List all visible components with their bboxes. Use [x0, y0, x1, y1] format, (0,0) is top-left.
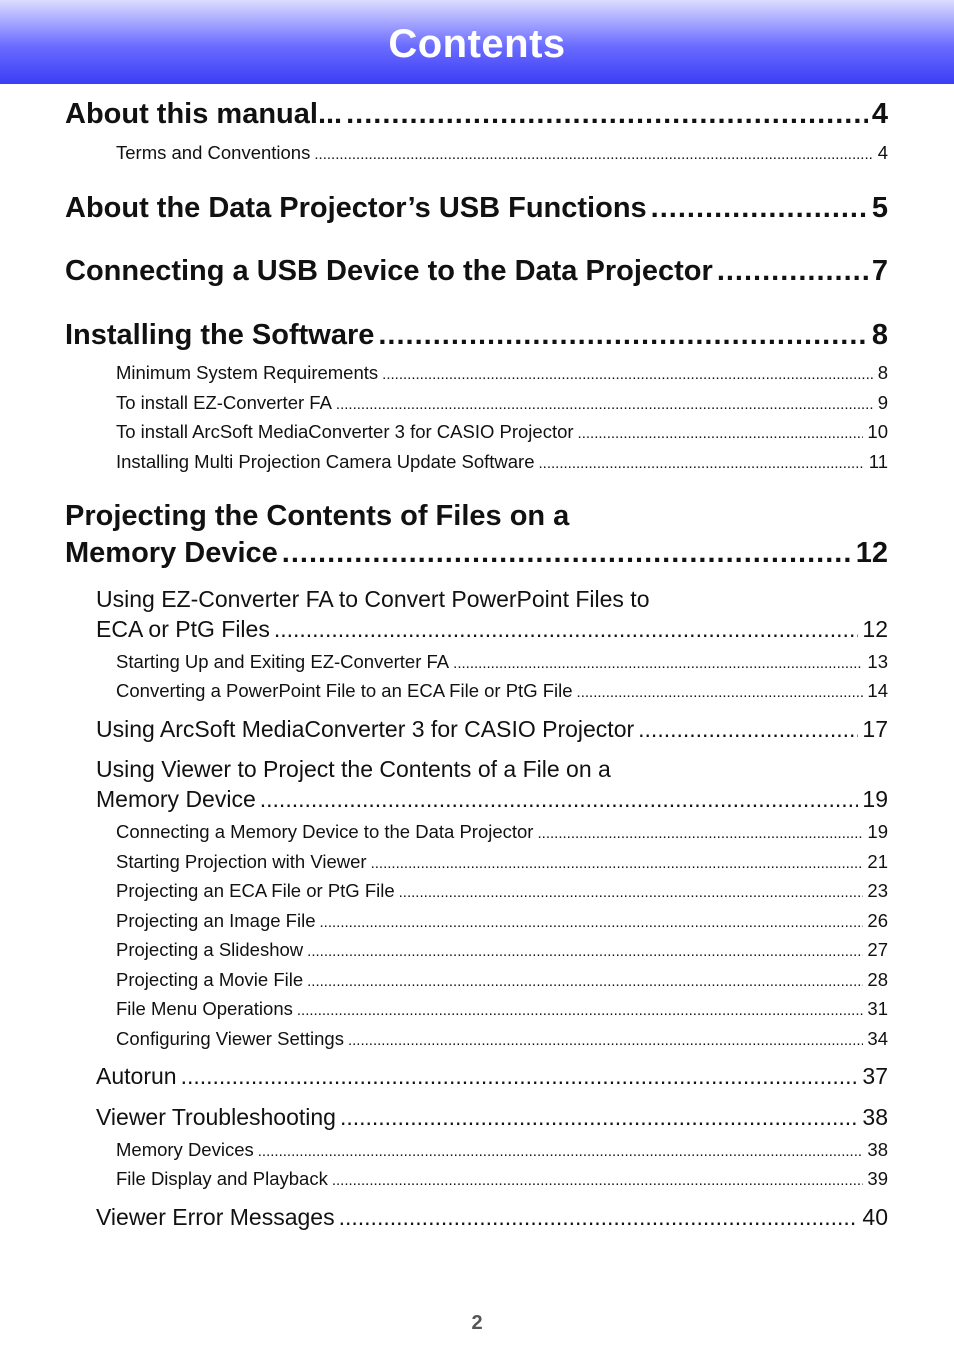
toc-entry-title: Memory Device [96, 786, 256, 812]
toc-entry-page: 38 [862, 1104, 888, 1130]
toc-entry-page: 7 [871, 255, 888, 287]
toc-entry-title: Connecting a USB Device to the Data Projector [65, 255, 713, 287]
toc-entry-page: 8 [877, 362, 888, 383]
toc-entry-title: Installing the Software [65, 319, 375, 351]
toc-entry-title: ECA or PtG Files [96, 616, 270, 642]
toc-entry-page: 39 [867, 1168, 888, 1189]
toc-entry-page: 40 [862, 1204, 888, 1230]
toc-entry-terms[interactable] [116, 142, 888, 166]
toc-entry-usb-functions[interactable] [65, 191, 888, 225]
toc-entry-file-display[interactable] [116, 1168, 888, 1192]
toc-entry-title: Viewer Troubleshooting [96, 1104, 336, 1130]
toc-entry-title: Projecting an ECA File or PtG File [116, 880, 395, 901]
toc-entry-page: 19 [862, 786, 888, 812]
toc-entry-using-viewer[interactable] [96, 785, 888, 813]
toc-entry-projecting-slideshow[interactable] [116, 939, 888, 963]
toc-entry-page: 5 [871, 192, 888, 224]
toc-entry-title: File Display and Playback [116, 1168, 328, 1189]
toc-entry-file-menu[interactable] [116, 998, 888, 1022]
toc-entry-page: 4 [871, 98, 888, 130]
toc-entry-title: Projecting an Image File [116, 910, 316, 931]
toc-entry-page: 23 [867, 880, 888, 901]
toc-entry-page: 38 [867, 1139, 888, 1160]
toc-entry-page: 27 [867, 939, 888, 960]
toc-entry-autorun[interactable] [96, 1062, 888, 1090]
toc-entry-title: Terms and Conventions [116, 142, 311, 163]
toc-entry-title: About the Data Projector’s USB Functions [65, 192, 647, 224]
toc-entry-page: 11 [868, 451, 888, 472]
toc-entry-title: Starting Projection with Viewer [116, 851, 367, 872]
toc-entry-title: Using ArcSoft MediaConverter 3 for CASIO Projector [96, 716, 635, 742]
toc-entry-page: 4 [877, 142, 888, 163]
toc-entry-projecting-eca[interactable] [116, 880, 888, 904]
toc-entry-connecting-usb[interactable] [65, 254, 888, 288]
toc-entry-title: Projecting a Movie File [116, 969, 304, 990]
toc-entry-page: 10 [867, 421, 888, 442]
toc-entry-page: 9 [877, 392, 888, 413]
toc-entry-starting-ez[interactable] [116, 651, 888, 675]
toc-entry-title: Installing Multi Projection Camera Update Software [116, 451, 535, 472]
toc-entry-about-manual[interactable] [65, 97, 888, 131]
toc-entry-converting-ppt[interactable] [116, 680, 888, 704]
toc-entry-page: 34 [867, 1028, 888, 1049]
toc-entry-connecting-memory[interactable] [116, 821, 888, 845]
toc-entry-installing[interactable] [65, 318, 888, 352]
toc-entry-page: 12 [862, 616, 888, 642]
toc-entry-page: 21 [867, 851, 888, 872]
toc-entry-install-multi[interactable] [116, 451, 888, 475]
page-number: 2 [471, 1312, 483, 1334]
toc-entry-title: Configuring Viewer Settings [116, 1028, 344, 1049]
toc-entry-memory-devices[interactable] [116, 1139, 888, 1163]
toc-entry-page: 26 [867, 910, 888, 931]
toc-entry-page: 31 [867, 998, 888, 1019]
toc-entry-page: 8 [871, 319, 888, 351]
toc-entry-using-arcsoft[interactable] [96, 715, 888, 743]
toc-entry-title: Connecting a Memory Device to the Data Projector [116, 821, 534, 842]
page-title: Contents [388, 22, 566, 66]
toc-entry-install-arcsoft[interactable] [116, 421, 888, 445]
toc-entry-viewer-trouble[interactable] [96, 1103, 888, 1131]
toc-entry-min-req[interactable] [116, 362, 888, 386]
toc-entry-page: 14 [867, 680, 888, 701]
toc-entry-config-viewer[interactable] [116, 1028, 888, 1052]
toc-entry-page: 28 [867, 969, 888, 990]
toc-entry-page: 37 [862, 1063, 888, 1089]
toc-entry-title: Autorun [96, 1063, 177, 1089]
toc-entry-page: 13 [867, 651, 888, 672]
toc-entry-title: Viewer Error Messages [96, 1204, 335, 1230]
toc-entry-projecting-movie[interactable] [116, 969, 888, 993]
toc-entry-title: File Menu Operations [116, 998, 293, 1019]
toc-entry-title: To install ArcSoft MediaConverter 3 for CASIO Projector [116, 421, 574, 442]
toc-entry-using-viewer-line1[interactable]: Using Viewer to Project the Contents of a File on a [96, 756, 611, 782]
toc-entry-using-ez[interactable] [96, 615, 888, 643]
toc-entry-viewer-errors[interactable] [96, 1203, 888, 1231]
toc-entry-title: Memory Device [65, 537, 278, 569]
toc-entry-projecting-line1[interactable]: Projecting the Contents of Files on a [65, 500, 570, 532]
toc-entry-page: 17 [862, 716, 888, 742]
toc-entry-install-ez[interactable] [116, 392, 888, 416]
toc-entry-page: 19 [867, 821, 888, 842]
toc-entry-using-ez-line1[interactable]: Using EZ-Converter FA to Convert PowerPoint Files to [96, 586, 650, 612]
toc-entry-title: Projecting a Slideshow [116, 939, 304, 960]
toc-entry-projecting-image[interactable] [116, 910, 888, 934]
toc-entry-projecting[interactable] [65, 536, 888, 570]
toc-entry-title: Converting a PowerPoint File to an ECA File or PtG File [116, 680, 573, 701]
toc-entry-title: To install EZ-Converter FA [116, 392, 332, 413]
toc-entry-page: 12 [855, 537, 888, 569]
toc-entry-title: Memory Devices [116, 1139, 254, 1160]
toc-entry-title: About this manual... [65, 98, 343, 130]
toc-entry-starting-viewer[interactable] [116, 851, 888, 875]
toc-entry-title: Minimum System Requirements [116, 362, 379, 383]
toc-entry-title: Starting Up and Exiting EZ-Converter FA [116, 651, 450, 672]
